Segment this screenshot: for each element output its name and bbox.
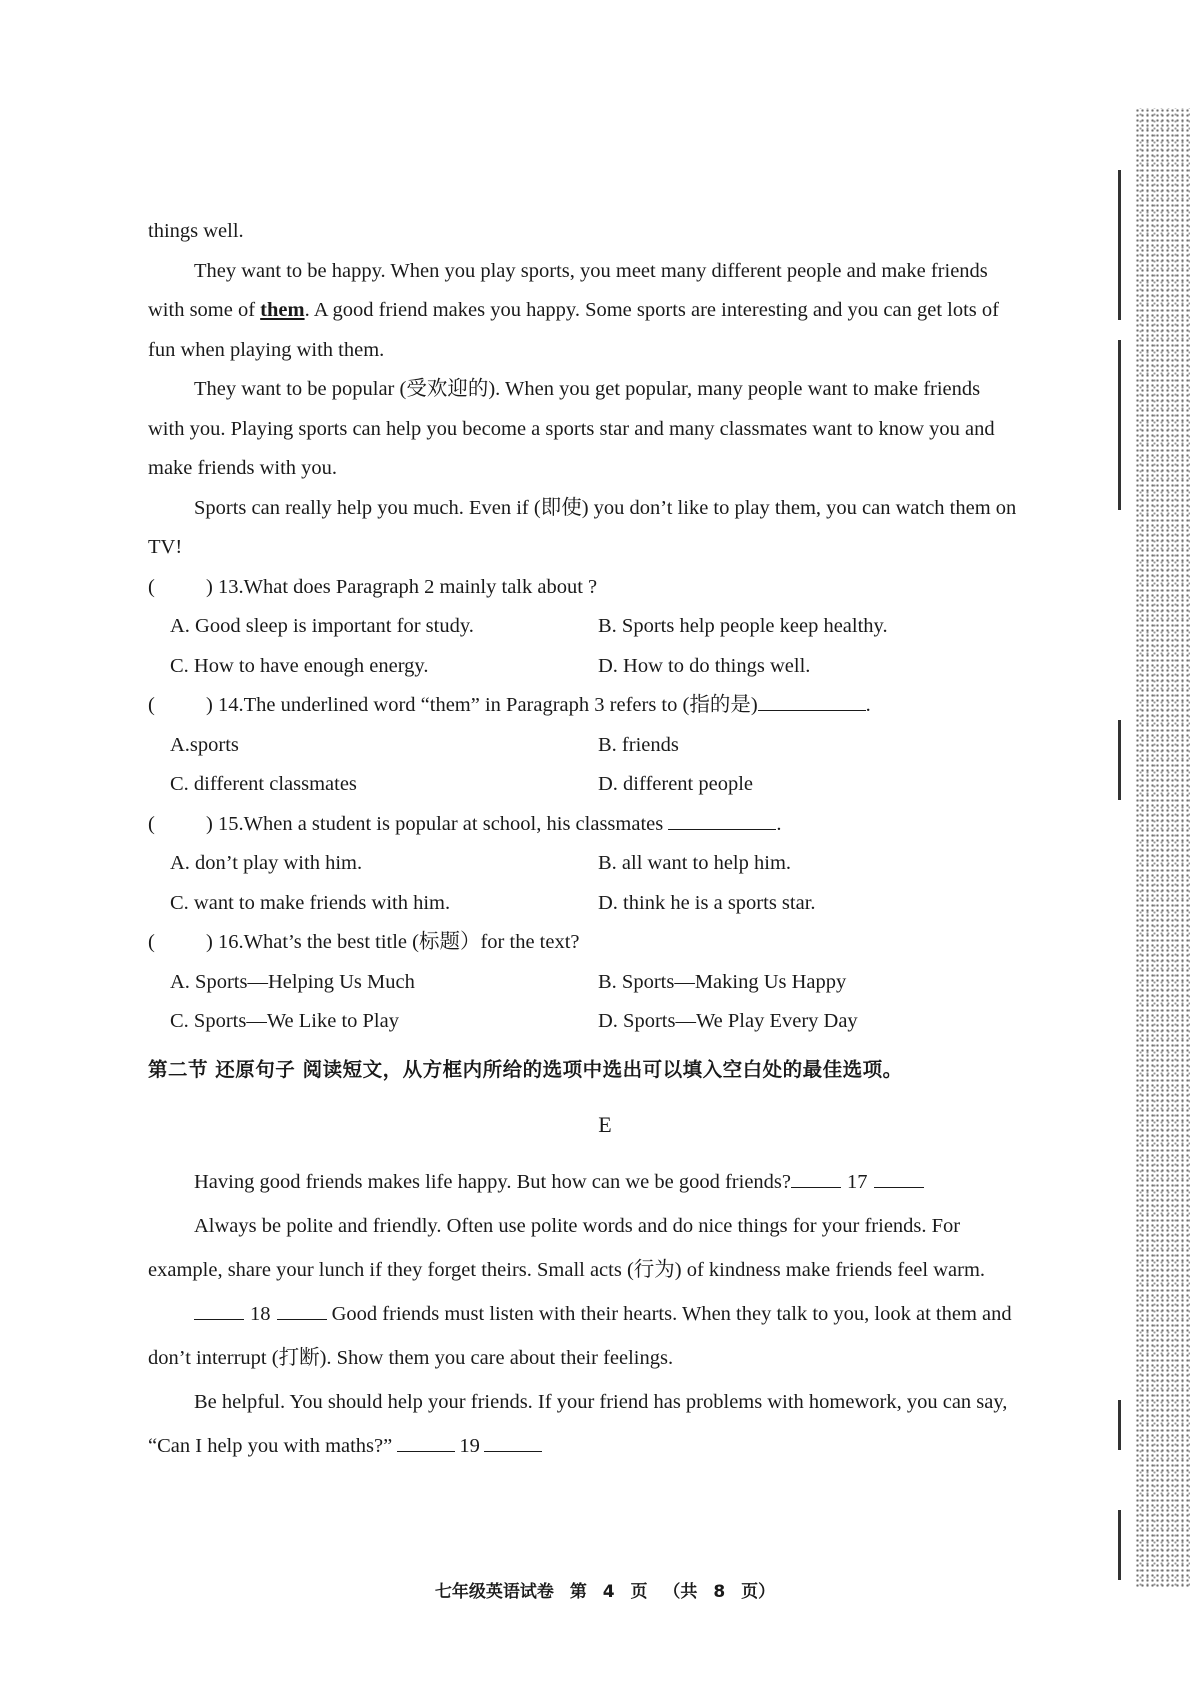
answer-blank [194, 1297, 244, 1320]
options-row [148, 884, 1018, 924]
option-a: A.sports [170, 733, 239, 756]
question-stem: 13.What does Paragraph 2 mainly talk about ? [218, 575, 598, 598]
scan-edge-line [1118, 720, 1121, 800]
answer-paren-left: ( [148, 694, 155, 716]
option-a: A. Sports—Helping Us Much [170, 970, 415, 993]
answer-blank [668, 807, 776, 830]
blank-number: 19 [459, 1435, 480, 1457]
answer-blank [791, 1165, 841, 1188]
answer-paren-left: ( [148, 575, 155, 598]
underlined-word: them [260, 299, 305, 321]
question-15 [148, 805, 1018, 845]
question-16 [148, 923, 1018, 963]
question-stem [218, 805, 781, 845]
option-c: C. different classmates [170, 773, 357, 795]
page-footer: 七年级英语试卷 第 4 页 （共 8 页） [434, 1582, 776, 1602]
options-row [148, 647, 1018, 687]
paragraph-text: Having good friends makes life happy. But how can we be good friends? [194, 1171, 792, 1193]
option-d: D. think he is a sports star. [598, 891, 816, 914]
paragraph-text: They want to be happy. When you play sports, you meet many different people and make friends with some of [148, 259, 988, 321]
scan-edge-line [1118, 1510, 1121, 1580]
options-row [148, 1002, 1018, 1042]
answer-paren-left: ( [148, 931, 155, 953]
scan-edge-line [1118, 170, 1121, 320]
options-row [148, 726, 1018, 766]
stem-text: 14.The underlined word “them” in Paragraph 3 refers to (指的是) [218, 694, 758, 716]
answer-paren-right: ) [206, 812, 213, 835]
passage-paragraph [148, 1160, 1018, 1204]
scan-edge-line [1118, 340, 1121, 510]
passage-paragraph: Sports can really help you much. Even if (即使) you don’t like to play them, you can watch them on TV! [148, 496, 1017, 558]
passage-paragraph: things well. [148, 220, 244, 242]
stem-end: . [865, 694, 871, 716]
option-b: B. all want to help him. [598, 852, 792, 874]
blank-number: 17 [847, 1171, 868, 1193]
options-row [148, 607, 1018, 647]
options-row [148, 963, 1018, 1003]
question-13 [148, 568, 1018, 608]
options-row [148, 844, 1018, 884]
option-b: B. friends [598, 733, 679, 756]
blank-number: 18 [250, 1303, 271, 1325]
option-d: D. different people [598, 773, 754, 795]
option-b: B. Sports help people keep healthy. [598, 615, 888, 637]
option-c: C. want to make friends with him. [170, 891, 451, 914]
question-14 [148, 686, 1018, 726]
scan-edge-line [1118, 1400, 1121, 1450]
paragraph-text: Be helpful. You should help your friends. If your friend has problems with homework, you can say, “Can I help you with maths?” [148, 1391, 1008, 1457]
passage-paragraph [148, 1380, 1018, 1468]
passage-e [148, 1160, 1018, 1468]
answer-paren-right: ) [206, 694, 213, 716]
passage-d [148, 212, 1018, 1042]
option-b: B. Sports—Making Us Happy [598, 970, 847, 993]
passage-paragraph: They want to be popular (受欢迎的). When you get popular, many people want to make friends with you. Playing sports can help you become a sports star and many classmates want to know you and make friends with you. [148, 378, 995, 479]
answer-paren-right: ) [206, 931, 213, 953]
options-row [148, 765, 1018, 805]
stem-text: 15.When a student is popular at school, his classmates [218, 812, 669, 835]
answer-blank [484, 1429, 542, 1452]
passage-letter: E [598, 1112, 612, 1137]
answer-blank [397, 1429, 455, 1452]
paragraph-text: . A good friend makes you happy. Some sports are interesting and you can get lots of fun when playing with them. [148, 299, 999, 361]
stem-end: . [776, 812, 782, 835]
scan-edge-noise [1135, 108, 1190, 1588]
question-stem: 16.What’s the best title (标题）for the text? [218, 931, 580, 953]
option-c: C. Sports—We Like to Play [170, 1010, 399, 1032]
passage-paragraph [148, 252, 1018, 371]
option-a: A. Good sleep is important for study. [170, 615, 474, 637]
paragraph-text: Good friends must listen with their hearts. When they talk to you, look at them and don’t interrupt (打断). Show them you care about their feelings. [148, 1303, 1012, 1369]
answer-paren-left: ( [148, 812, 155, 835]
passage-paragraph: Always be polite and friendly. Often use polite words and do nice things for your friends. For example, share your lunch if they forget theirs. Small acts (行为) of kindness make friends feel warm. [148, 1215, 986, 1281]
answer-blank [874, 1165, 924, 1188]
option-c: C. How to have enough energy. [170, 654, 429, 677]
answer-paren-right: ) [206, 575, 213, 598]
option-d: D. Sports—We Play Every Day [598, 1010, 858, 1032]
option-d: D. How to do things well. [598, 654, 811, 677]
question-stem [218, 686, 871, 726]
answer-blank [277, 1297, 327, 1320]
option-a: A. don’t play with him. [170, 852, 363, 874]
answer-blank [758, 688, 866, 711]
passage-paragraph [148, 1292, 1018, 1380]
section-heading: 第二节 还原句子 阅读短文，从方框内所给的选项中选出可以填入空白处的最佳选项。 [148, 1058, 903, 1081]
